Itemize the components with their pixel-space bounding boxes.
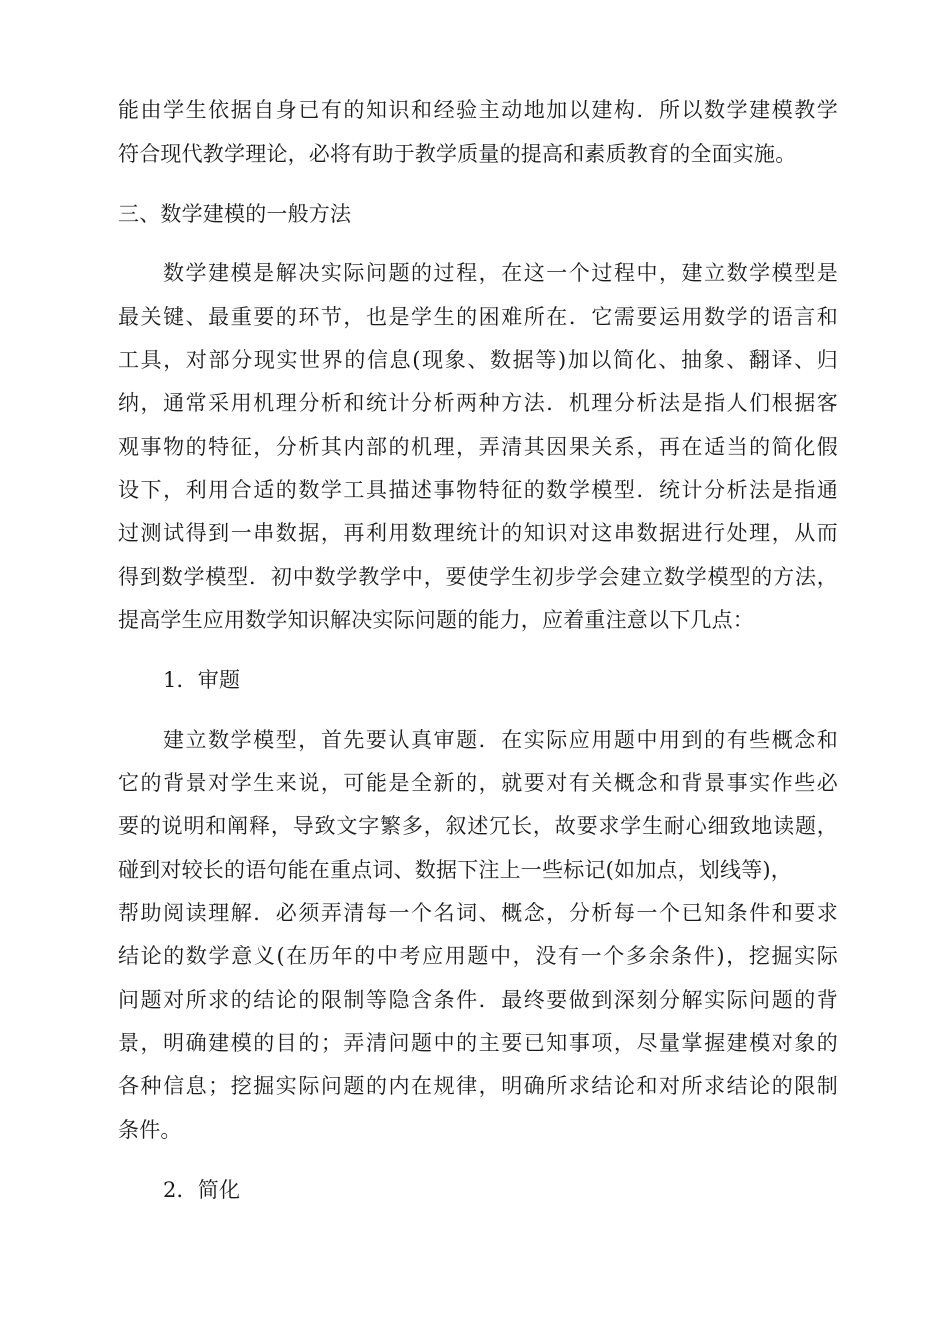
paragraph-line: 建立数学模型，首先要认真审题．在实际应用题中用到的有些概念和 bbox=[163, 728, 838, 752]
paragraph-line: 提高学生应用数学知识解决实际问题的能力，应着重注意以下几点： bbox=[118, 608, 754, 632]
paragraph-line: 它的背景对学生来说，可能是全新的，就要对有关概念和背景事实作些必 bbox=[118, 771, 838, 795]
paragraph-line: 结论的数学意义(在历年的中考应用题中，没有一个多余条件)，挖掘实际 bbox=[118, 944, 838, 968]
paragraph-line: 工具，对部分现实世界的信息(现象、数据等)加以简化、抽象、翻译、归 bbox=[118, 348, 838, 372]
paragraph-line: 各种信息；挖掘实际问题的内在规律，明确所求结论和对所求结论的限制 bbox=[118, 1074, 838, 1098]
paragraph-line: 纳，通常采用机理分析和统计分析两种方法．机理分析法是指人们根据客 bbox=[118, 391, 838, 415]
paragraph-line: 碰到对较长的语句能在重点词、数据下注上一些标记(如加点，划线等)， bbox=[118, 858, 792, 882]
paragraph-line: 设下，利用合适的数学工具描述事物特征的数学模型．统计分析法是指通 bbox=[118, 478, 838, 502]
paragraph-line: 符合现代教学理论，必将有助于教学质量的提高和素质教育的全面实施。 bbox=[118, 142, 797, 166]
paragraph-line: 过测试得到一串数据，再利用数理统计的知识对这串数据进行处理，从而 bbox=[118, 521, 838, 545]
paragraph-line: 问题对所求的结论的限制等隐含条件．最终要做到深刻分解实际问题的背 bbox=[118, 988, 838, 1012]
paragraph-line: 能由学生依据自身已有的知识和经验主动地加以建构．所以数学建模教学 bbox=[118, 98, 838, 122]
subsection-heading: 2．简化 bbox=[163, 1178, 241, 1202]
paragraph-line: 景，明确建模的目的；弄清问题中的主要已知事项，尽量掌握建模对象的 bbox=[118, 1031, 838, 1055]
paragraph-line: 条件。 bbox=[118, 1118, 182, 1142]
paragraph-line: 观事物的特征，分析其内部的机理，弄清其因果关系，再在适当的简化假 bbox=[118, 435, 838, 459]
subsection-heading: 1．审题 bbox=[163, 668, 241, 692]
paragraph-line: 数学建模是解决实际问题的过程，在这一个过程中，建立数学模型是 bbox=[163, 261, 838, 285]
paragraph-line: 要的说明和阐释，导致文字繁多，叙述冗长，故要求学生耐心细致地读题， bbox=[118, 814, 838, 838]
paragraph-line: 得到数学模型．初中数学教学中，要使学生初步学会建立数学模型的方法， bbox=[118, 565, 838, 589]
section-heading: 三、数学建模的一般方法 bbox=[118, 202, 352, 226]
paragraph-line: 帮助阅读理解．必须弄清每一个名词、概念，分析每一个已知条件和要求 bbox=[118, 901, 838, 925]
paragraph-line: 最关键、最重要的环节，也是学生的困难所在．它需要运用数学的语言和 bbox=[118, 305, 838, 329]
